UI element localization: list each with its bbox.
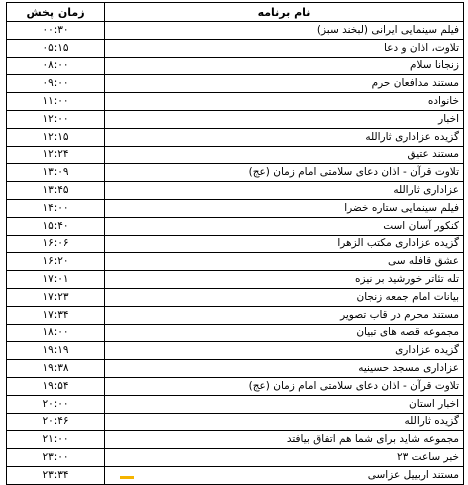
table-row (7, 235, 464, 253)
table-row (7, 271, 464, 289)
broadcast-time-cell: ۲۰:۴۶ (7, 413, 105, 431)
table-row (7, 128, 464, 146)
broadcast-time-cell: ۲۳:۰۰ (7, 449, 105, 467)
broadcast-time-cell: ۱۳:۴۵ (7, 182, 105, 200)
broadcast-time-cell: ۲۰:۰۰ (7, 395, 105, 413)
table-row (7, 342, 464, 360)
schedule-table (6, 2, 464, 485)
program-name-cell: اخبار (105, 110, 464, 128)
table-row (7, 199, 464, 217)
broadcast-time-cell: ۱۲:۲۴ (7, 146, 105, 164)
broadcast-time-cell: ۱۵:۴۰ (7, 217, 105, 235)
table-row (7, 253, 464, 271)
program-name-cell: خبر ساعت ۲۳ (105, 449, 464, 467)
program-name-cell: تلاوت قرآن - اذان دعای سلامتی امام زمان (عج) (105, 377, 464, 395)
program-name-cell: گزیده عزاداری (105, 342, 464, 360)
table-row (7, 39, 464, 57)
broadcast-time-cell: ۱۶:۰۶ (7, 235, 105, 253)
broadcast-time-cell: ۲۱:۰۰ (7, 431, 105, 449)
table-row (7, 57, 464, 75)
program-name-cell: تلاوت، اذان و دعا (105, 39, 464, 57)
table-row (7, 377, 464, 395)
table-row (7, 110, 464, 128)
program-name-cell: عزاداری مسجد حسینیه (105, 360, 464, 378)
program-name-cell: گزیده عزاداری ثارالله (105, 128, 464, 146)
table-header-row (7, 3, 464, 22)
table-row (7, 449, 464, 467)
program-name-cell: مستند عتیق (105, 146, 464, 164)
table-row (7, 182, 464, 200)
broadcast-time-cell: ۱۹:۵۴ (7, 377, 105, 395)
column-header-broadcast-time: زمان پخش (7, 3, 105, 22)
table-row (7, 395, 464, 413)
program-name-cell: خانواده (105, 93, 464, 111)
program-name-cell: مستند اربییل عزاسی (105, 466, 464, 484)
broadcast-time-cell: ۱۷:۳۴ (7, 306, 105, 324)
program-name-cell: مجموعه شاید برای شما هم اتفاق بیافتد (105, 431, 464, 449)
broadcast-time-cell: ۱۴:۰۰ (7, 199, 105, 217)
program-name-cell: مستند محرم در قاب تصویر (105, 306, 464, 324)
broadcast-time-cell: ۱۷:۰۱ (7, 271, 105, 289)
broadcast-time-cell: ۱۲:۱۵ (7, 128, 105, 146)
table-row (7, 431, 464, 449)
table-row (7, 146, 464, 164)
broadcast-time-cell: ۱۱:۰۰ (7, 93, 105, 111)
table-row (7, 360, 464, 378)
program-name-cell: گزیده ثارالله (105, 413, 464, 431)
table-row (7, 466, 464, 484)
program-name-cell: گزیده عزاداری مکتب الزهرا (105, 235, 464, 253)
program-name-cell: بیانات امام جمعه زنجان (105, 288, 464, 306)
table-row (7, 324, 464, 342)
program-name-cell: کنکور آسان است (105, 217, 464, 235)
broadcast-time-cell: ۱۸:۰۰ (7, 324, 105, 342)
broadcast-time-cell: ۰۹:۰۰ (7, 75, 105, 93)
broadcast-time-cell: ۲۳:۳۴ (7, 466, 105, 484)
table-row (7, 217, 464, 235)
program-name-cell: فیلم سینمایی ایرانی (لبخند سبز) (105, 22, 464, 40)
program-name-cell: مستند مدافعان حرم (105, 75, 464, 93)
program-name-cell: تلاوت قرآن - اذان دعای سلامتی امام زمان (عج) (105, 164, 464, 182)
program-name-cell: عشق قافله سی (105, 253, 464, 271)
column-header-program-name: نام برنامه (105, 3, 464, 22)
broadcast-time-cell: ۱۹:۳۸ (7, 360, 105, 378)
program-name-cell: اخبار استان (105, 395, 464, 413)
table-row (7, 288, 464, 306)
program-name-cell: مجموعه قصه های تبیان (105, 324, 464, 342)
program-name-cell: عزاداری ثارالله (105, 182, 464, 200)
broadcast-time-cell: ۱۶:۲۰ (7, 253, 105, 271)
program-name-cell: تله تئاتر خورشید بر نیزه (105, 271, 464, 289)
table-row (7, 164, 464, 182)
table-body (7, 22, 464, 485)
schedule-sheet (6, 2, 464, 485)
broadcast-time-cell: ۱۳:۰۹ (7, 164, 105, 182)
broadcast-time-cell: ۱۲:۰۰ (7, 110, 105, 128)
broadcast-time-cell: ۰۸:۰۰ (7, 57, 105, 75)
table-row (7, 22, 464, 40)
broadcast-time-cell: ۰۰:۳۰ (7, 22, 105, 40)
program-name-cell: فیلم سینمایی ستاره خضرا (105, 199, 464, 217)
broadcast-time-cell: ۰۵:۱۵ (7, 39, 105, 57)
broadcast-time-cell: ۱۷:۲۳ (7, 288, 105, 306)
table-row (7, 75, 464, 93)
table-row (7, 93, 464, 111)
program-name-cell: زنجانا سلام (105, 57, 464, 75)
broadcast-time-cell: ۱۹:۱۹ (7, 342, 105, 360)
table-row (7, 306, 464, 324)
table-row (7, 413, 464, 431)
